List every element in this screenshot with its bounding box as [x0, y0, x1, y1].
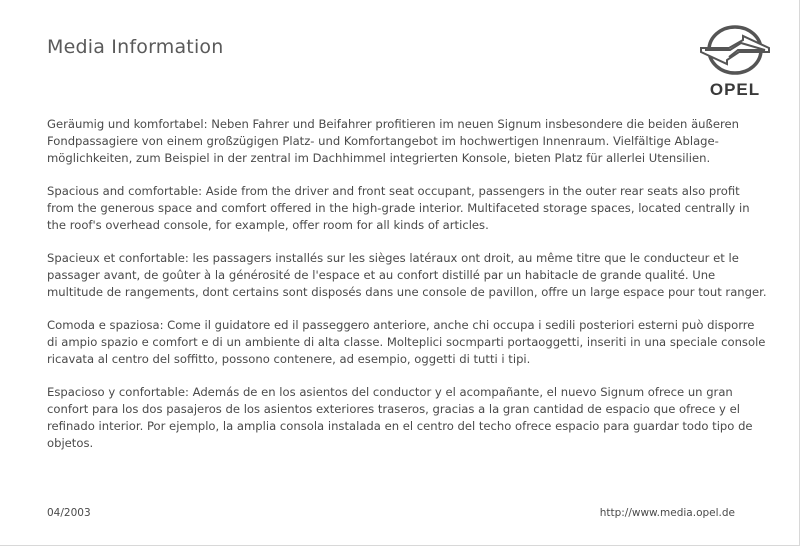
paragraph-italian: Comoda e spaziosa: Come il guidatore ed il passeggero anteriore, anche chi occupa i sedili posteriori esterni può disporre di ampio spazio e comfort e di un ambiente di alta classe. Molteplici socmparti portaoggetti, inseriti in una speciale console ricavata al centro del soffitto, possono contenere, ad esempio, oggetti di tutti i tipi.	[47, 318, 766, 366]
paragraph-french: Spacieux et confortable: les passagers installés sur les sièges latéraux ont droit, au même titre que le conducteur et le passager avant, de goûter à la générosité de l'espace et au confort distillé par un habitacle de grande qualité. Une multitude de rangements, dont certains sont disposés dans une console de pavillon, offre un large espace pour tout ranger.	[47, 251, 767, 299]
paragraph-spanish: Espacioso y confortable: Además de en los asientos del conductor y el acompañante, el nuevo Signum ofrece un gran confort para los dos pasajeros de los asientos exteriores traseros, gracias a la gran cantidad de espacio que ofrece y el refinado interior. Por ejemplo, la amplia consola instalada en el centro del techo ofrece espacio para guardar todo tipo de objetos.	[47, 385, 753, 450]
footer-url: http://www.media.opel.de	[599, 507, 735, 519]
text-body	[47, 116, 767, 468]
page-title: Media Information	[47, 36, 224, 58]
logo-text: OPEL	[709, 80, 761, 99]
opel-blitz-icon	[699, 22, 771, 78]
paragraph-english: Spacious and comfortable: Aside from the driver and front seat occupant, passengers in the outer rear seats also profit from the generous space and comfort offered in the high-grade interior. Multifaceted storage spaces, located centrally in the roof's overhead console, for example, offer room for all kinds of articles.	[47, 184, 750, 232]
footer-date: 04/2003	[47, 507, 91, 519]
opel-logo	[695, 22, 775, 100]
paragraph-german: Geräumig und komfortabel: Neben Fahrer und Beifahrer profitieren im neuen Signum insbesondere die beiden äußeren Fondpassagiere von einem großzügigen Platz- und Komfortangebot im hochwertigen Innenraum. Vielfältige Ablage-möglichkeiten, zum Beispiel in der zentral im Dachhimmel integrierten Konsole, bieten Platz für allerlei Utensilien.	[47, 117, 739, 165]
